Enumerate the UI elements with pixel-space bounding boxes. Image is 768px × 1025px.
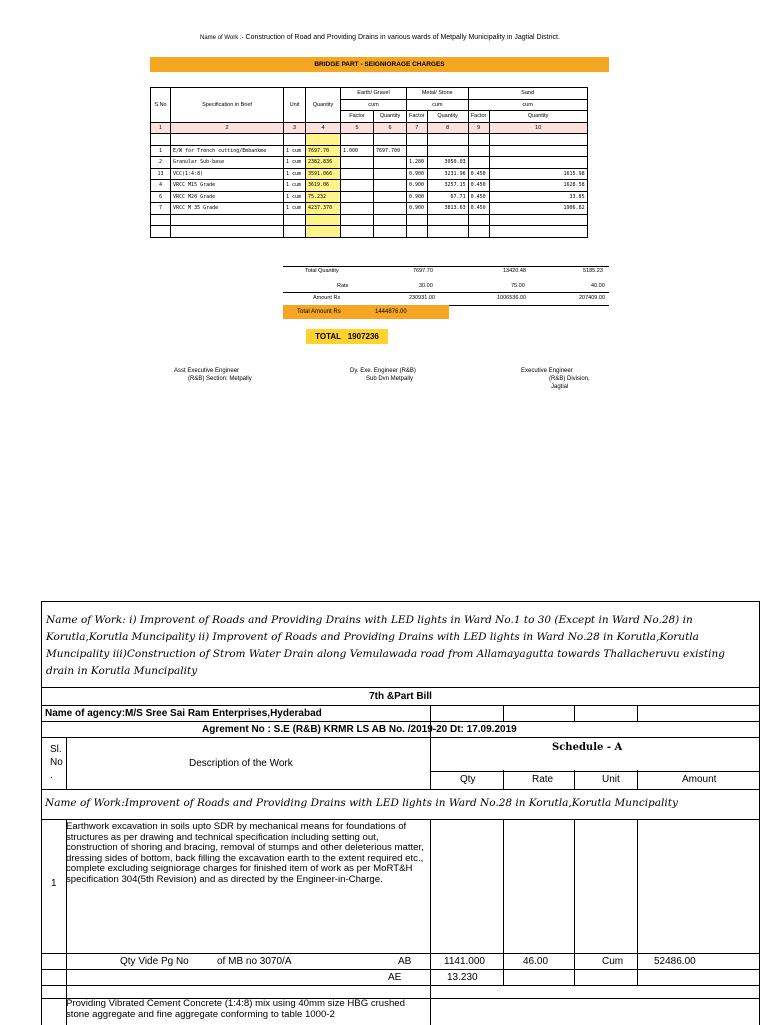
grid-line: [637, 705, 638, 721]
row-spec-text: VRCC M15 Grade: [173, 182, 216, 189]
sub-work-row: [42, 789, 759, 820]
header-factor: Factor: [341, 111, 374, 123]
grid-line: [503, 770, 504, 789]
row-spec: [171, 145, 284, 157]
mb-label: of MB no 3070/A: [217, 956, 292, 967]
total-amount-value: 1444876.00: [375, 309, 407, 315]
spacer-row: [42, 985, 759, 999]
bill-title-row: [42, 687, 759, 706]
row-earth-qty: [374, 203, 407, 215]
header-cum: cum: [407, 99, 469, 111]
grid-line: [637, 770, 638, 789]
header-spec: Specification in Brief: [171, 88, 284, 123]
row-unit-text: cum: [292, 193, 302, 200]
row-spec-text: VRCC M 35 Grade: [173, 205, 219, 212]
ab-unit: Cum: [602, 956, 624, 967]
header-qty: Quantity: [374, 111, 407, 123]
table-row: [151, 168, 588, 180]
row-qty: 3591.066: [306, 168, 341, 180]
qty-vide-label: Qty Vide Pg No: [120, 956, 189, 967]
rate-row: [283, 282, 609, 292]
ab-qty: 1141.000: [444, 956, 485, 967]
header-metal: Metal/ Stone: [407, 88, 469, 100]
amount-earth: 230931.00: [409, 295, 435, 301]
header-factor: Factor: [407, 111, 428, 123]
col-number: 7: [407, 122, 428, 134]
agreement-row: [42, 721, 759, 738]
col-number: 8: [427, 122, 468, 134]
row-sno: 13: [151, 168, 171, 180]
row-sand-qty: [489, 145, 587, 157]
row-sand-qty: [489, 157, 587, 169]
row-unit-text: cum: [292, 147, 302, 154]
signature-office: Sub Dvn Metpally: [366, 376, 414, 382]
row-unit: [284, 180, 306, 192]
header-sand: Sand: [468, 88, 587, 100]
row-sand-factor: [468, 157, 489, 169]
row-metal-qty: [427, 145, 468, 157]
header-sno: S.No: [151, 88, 171, 123]
rate-header: Rate: [532, 774, 554, 785]
agreement-no: Agrement No : S.E (R&B) KRMR LS AB No. /2019-20 Dt: 17.09.2019: [202, 724, 517, 735]
row-metal-qty: 67.71: [427, 191, 468, 203]
header-cum: cum: [341, 99, 407, 111]
total-quantity-sand: 5185.23: [583, 268, 603, 274]
ab-label: AB: [398, 956, 412, 967]
row-earth-qty: [374, 157, 407, 169]
row-spec: [171, 157, 284, 169]
grand-total-label: TOTAL: [315, 332, 342, 341]
signature-title: Executive Engineer: [521, 368, 573, 374]
row-metal-factor: 0.900: [407, 191, 428, 203]
ae-row: [42, 969, 759, 986]
col-number: 1: [151, 122, 171, 134]
row-unit-n: 1: [286, 159, 290, 166]
name-of-work-text: Construction of Road and Providing Drains in various wards of Metpally Municipality in Jagtial District.: [245, 34, 560, 41]
item1-row: [42, 819, 759, 954]
row-unit-text: cum: [292, 182, 302, 189]
grid-line: [637, 819, 638, 985]
row-earth-qty: [374, 191, 407, 203]
row-spec: [171, 180, 284, 192]
rate-metal: 75.00: [511, 283, 525, 289]
bill-title: 7th &Part Bill: [369, 691, 432, 702]
grand-total: [306, 329, 388, 344]
row-spec-text: VCC(1:4:8): [173, 170, 204, 177]
row-spec-text: E/W for Trench cutting/Embankme: [173, 147, 267, 154]
row-sand-factor: 0.450: [468, 180, 489, 192]
row-sand-qty: 1906.82: [489, 203, 587, 215]
row-unit-n: 1: [286, 147, 290, 154]
name-of-work-label: Name of Work :-: [200, 35, 244, 41]
row-unit-text: cum: [292, 159, 302, 166]
header-qty: Quantity: [489, 111, 587, 123]
ab-amount: 52486.00: [654, 956, 696, 967]
row-earth-factor: [341, 168, 374, 180]
sl-no-header: [50, 743, 63, 782]
ab-row: [42, 953, 759, 970]
col-number: 2: [171, 122, 284, 134]
table-row: [151, 191, 588, 203]
signature-aee: [174, 367, 252, 383]
bill-name-of-work: Name of Work: i) Improvent of Roads and Providing Drains with LED lights in Ward No.1 to 30 (Except in Ward No.28) in Korutla,Korutla Muncipality ii) Improvent of Roads and Providing Drains with LED lights in Ward No.28 in Korutla,Korutla Muncipality iii)Construction of Strom Water Drain along Vemulawada road from Allamayagutta towards Thallacheruvu existing drain in Korutla Muncipality: [46, 614, 725, 677]
seigniorage-table: [150, 87, 588, 238]
signature-ee: [521, 367, 590, 391]
table-row: [151, 203, 588, 215]
row-qty: 3619.06: [306, 180, 341, 192]
row-earth-qty: [374, 168, 407, 180]
signature-title: Asst Executive Engineer: [174, 368, 240, 374]
col-number: 3: [284, 122, 306, 134]
signature-office: (R&B) Section: Metpally: [188, 376, 252, 382]
row-metal-factor: [407, 145, 428, 157]
ab-rate: 46.00: [523, 956, 549, 967]
total-quantity-metal: 13420.48: [503, 268, 526, 274]
row-metal-qty: 3813.63: [427, 203, 468, 215]
sl-label: Sl.: [50, 744, 62, 755]
signature-place: Jagtial: [551, 384, 569, 390]
header-factor: Factor: [468, 111, 489, 123]
row-qty: 75.232: [306, 191, 341, 203]
section-title: BRIDGE PART - SEIGNIORAGE CHARGES: [150, 57, 609, 72]
item1-no: 1: [51, 878, 57, 889]
row-earth-factor: [341, 180, 374, 192]
row-metal-factor: 0.900: [407, 203, 428, 215]
total-quantity-earth: 7697.70: [413, 268, 433, 274]
row-spec-text: VRCC M20 Grade: [173, 193, 216, 200]
row-qty: 2382.836: [306, 157, 341, 169]
row-sand-qty: 33.85: [489, 191, 587, 203]
row-spec: [171, 203, 284, 215]
table-row: [151, 180, 588, 192]
grid-line: [503, 819, 504, 985]
table-row: [151, 157, 588, 169]
grand-total-value: 1907236: [347, 332, 379, 341]
row-unit-text: cum: [292, 205, 302, 212]
header-earth: Earth/ Gravel: [341, 88, 407, 100]
bill-sheet: [41, 601, 760, 1025]
row-unit-n: 1: [286, 205, 290, 212]
col-number: 4: [306, 122, 341, 134]
row-sand-factor: 0.450: [468, 203, 489, 215]
amount-row: [283, 292, 609, 306]
header-quantity: Quantity: [306, 88, 341, 123]
amount-header: Amount: [682, 774, 717, 785]
amount-sand: 207409.00: [579, 295, 605, 301]
row-metal-factor: 0.900: [407, 168, 428, 180]
agency-name: Name of agency:M/S Sree Sai Ram Enterprises,Hyderabad: [45, 708, 322, 719]
ae-qty: 13.230: [447, 972, 478, 983]
col-number: 9: [468, 122, 489, 134]
row-spec: [171, 168, 284, 180]
row-sand-qty: 1615.98: [489, 168, 587, 180]
row-qty: 7697.70: [306, 145, 341, 157]
row-unit-n: 1: [286, 170, 290, 177]
row-sno: 4: [151, 180, 171, 192]
name-of-work: [200, 34, 560, 41]
signature-dee: [350, 367, 416, 383]
item2-description: Providing Vibrated Cement Concrete (1:4:8) mix using 40mm size HBG crushed stone aggregate and fine aggregate conforming to table 1000-2: [66, 998, 405, 1020]
col-number: 10: [489, 122, 587, 134]
grid-line: [503, 705, 504, 721]
row-metal-qty: 3231.96: [427, 168, 468, 180]
grid-line: [574, 819, 575, 985]
row-spec-text: Granular Sub-base: [173, 159, 225, 166]
row-earth-factor: [341, 157, 374, 169]
row-metal-qty: 3050.03: [427, 157, 468, 169]
row-earth-qty: 7697.700: [374, 145, 407, 157]
row-sno: 7: [151, 203, 171, 215]
dot-label: .: [50, 770, 53, 781]
row-unit: [284, 203, 306, 215]
amount-metal: 1006536.00: [497, 295, 527, 301]
grid-line: [574, 705, 575, 721]
qty-header: Qty: [460, 774, 476, 785]
item1-description: Earthwork excavation in soils upto SDR by mechanical means for foundations of structures as per drawing and technical specification including setting out, construction of shoring and bracing, removal of stumps and other deleterious matter, dressing sides of bottom, back filling the excavation earth to the extent required etc., complete excluding seigniorage charges for finished item of work as per MoRT&H specification 304(5th Revision) and as directed by the Engineer-in-Charge.: [66, 821, 424, 885]
row-sno: 1: [151, 145, 171, 157]
row-sand-factor: [468, 145, 489, 157]
grid-line: [66, 819, 67, 1025]
col-number: 6: [374, 122, 407, 134]
row-sand-factor: 0.450: [468, 191, 489, 203]
column-header-row: [42, 737, 759, 790]
schedule-divider: [430, 771, 759, 772]
header-unit: Unit: [284, 88, 306, 123]
unit-header: Unit: [602, 774, 620, 785]
row-spec: [171, 191, 284, 203]
row-earth-factor: [341, 191, 374, 203]
row-sand-factor: 0.450: [468, 168, 489, 180]
ae-label: AE: [388, 972, 402, 983]
row-unit: [284, 145, 306, 157]
row-unit-text: cum: [292, 170, 302, 177]
rate-sand: 40.00: [591, 283, 605, 289]
row-unit: [284, 168, 306, 180]
row-earth-factor: 1.000: [341, 145, 374, 157]
row-sno: 2: [151, 157, 171, 169]
row-sno: 6: [151, 191, 171, 203]
row-qty: 4237.370: [306, 203, 341, 215]
row-unit-n: 1: [286, 182, 290, 189]
col-number: 5: [341, 122, 374, 134]
schedule-header: Schedule - A: [552, 742, 623, 753]
signature-office: (R&B) Division,: [549, 376, 590, 382]
description-header: Description of the Work: [189, 758, 293, 769]
total-quantity-label: Total Quantity: [305, 268, 339, 274]
grid-line: [430, 705, 431, 789]
header-qty: Quantity: [427, 111, 468, 123]
sub-work-title: Name of Work:Improvent of Roads and Providing Drains with LED lights in Ward No.28 in Korutla,Korutla Muncipality: [45, 797, 678, 809]
agency-row: [42, 705, 759, 722]
signature-title: Dy. Exe. Engineer (R&B): [350, 368, 416, 374]
row-unit-n: 1: [286, 193, 290, 200]
table-row: [151, 145, 588, 157]
row-earth-factor: [341, 203, 374, 215]
no-label: No: [50, 757, 63, 768]
row-earth-qty: [374, 180, 407, 192]
rate-label: Rate: [337, 283, 349, 289]
total-quantity-row: [283, 266, 609, 279]
grid-line: [574, 770, 575, 789]
grid-line: [430, 819, 431, 1025]
grid-line: [66, 737, 67, 789]
amount-label: Amount Rs: [313, 295, 341, 301]
rate-earth: 30.00: [419, 283, 433, 289]
total-amount-bar: [283, 305, 449, 319]
total-amount-label: Total Amount Rs: [297, 309, 341, 315]
row-metal-factor: 0.900: [407, 180, 428, 192]
row-unit: [284, 157, 306, 169]
row-metal-factor: 1.280: [407, 157, 428, 169]
header-cum: cum: [468, 99, 587, 111]
row-unit: [284, 191, 306, 203]
row-metal-qty: 3257.15: [427, 180, 468, 192]
row-sand-qty: 1628.58: [489, 180, 587, 192]
